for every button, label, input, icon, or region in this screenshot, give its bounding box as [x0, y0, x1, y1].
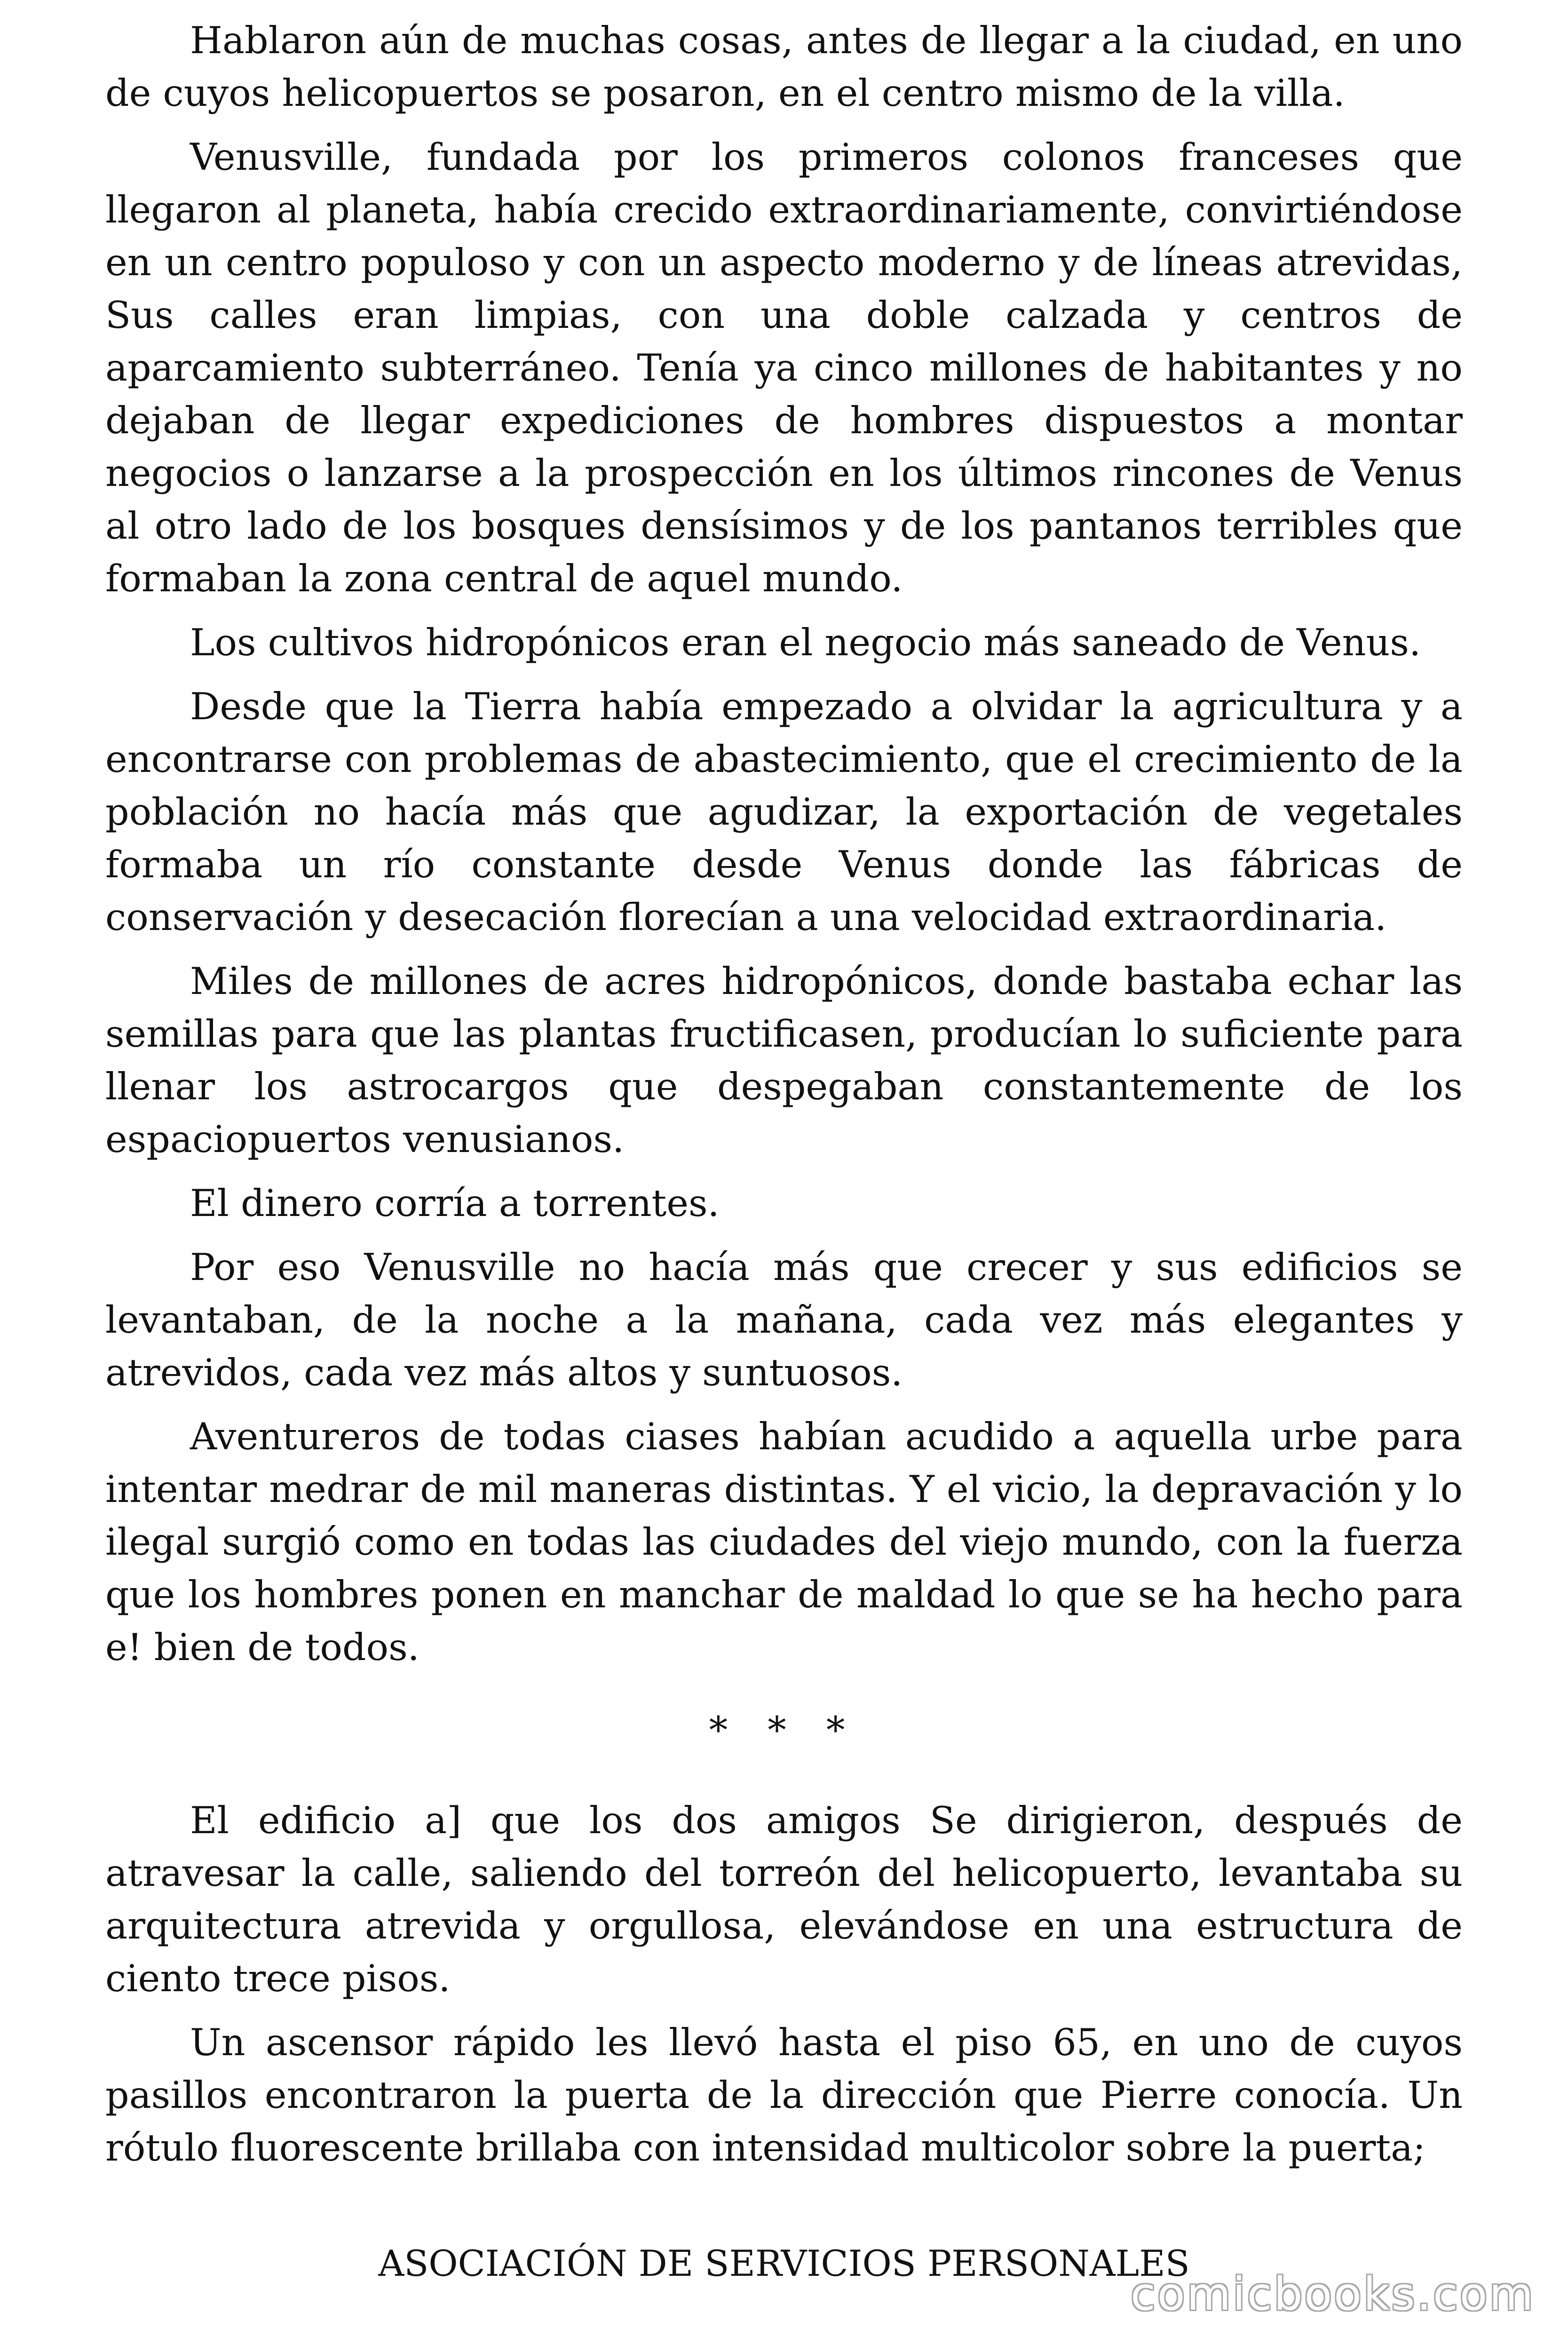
paragraph: El edificio a] que los dos amigos Se dirigieron, después de atravesar la calle, saliendo del torreón del helicopuerto, levantaba su arquitectura atrevida y orgullosa, elevándose en una estructura de ciento trece pisos.: [105, 1799, 1463, 2000]
section-separator: * * *: [709, 1708, 859, 1752]
paragraph: Venusville, fundada por los primeros colonos franceses que llegaron al planeta, había crecido extraordinariamente, convirtiéndose en un centro populoso y con un aspecto moderno y de líneas atrevidas, Sus calles eran limpias, con una doble calzada y centros de aparcamiento subterráneo. Tenía ya cinco millones de habitantes y no dejaban de llegar expediciones de hombres dispuestos a montar negocios o lanzarse a la prospección en los últimos rincones de Venus al otro lado de los bosques densísimos y de los pantanos terribles que formaban la zona central de aquel mundo.: [105, 135, 1463, 600]
text-section-bottom: [105, 1794, 1463, 2185]
paragraph: Por eso Venusville no hacía más que crecer y sus edificios se levantaban, de la noche a la mañana, cada vez más elegantes y atrevidos, cada vez más altos y suntuosos.: [105, 1246, 1463, 1394]
paragraph: Desde que la Tierra había empezado a olvidar la agricultura y a encontrarse con problemas de abastecimiento, que el crecimiento de la población no hacía más que agudizar, la exportación de vegetales formaba un río constante desde Venus donde las fábricas de conservación y desecación florecían a una velocidad extraordinaria.: [105, 685, 1463, 939]
watermark: comicbooks.com: [1130, 2268, 1535, 2320]
paragraph: Los cultivos hidropónicos eran el negocio más saneado de Venus.: [190, 621, 1421, 664]
paragraph: Aventureros de todas ciases habían acudido a aquella urbe para intentar medrar de mil maneras distintas. Y el vicio, la depravación y lo ilegal surgió como en todas las ciudades del viejo mundo, con la fuerza que los hombres ponen en manchar de maldad lo que se ha hecho para e! bien de todos.: [105, 1415, 1463, 1669]
paragraph: Hablaron aún de muchas cosas, antes de llegar a la ciudad, en uno de cuyos helicopuertos se posaron, en el centro mismo de la villa.: [105, 19, 1463, 115]
sign-heading: ASOCIACIÓN DE SERVICIOS PERSONALES: [378, 2242, 1190, 2284]
paragraph: El dinero corría a torrentes.: [190, 1182, 720, 1225]
text-section-top: [105, 14, 1463, 1685]
paragraph: Miles de millones de acres hidropónicos, donde bastaba echar las semillas para que las plantas fructificasen, producían lo suficiente para llenar los astrocargos que despegaban constantemente de los espaciopuertos venusianos.: [105, 960, 1463, 1161]
paragraph: Un ascensor rápido les llevó hasta el piso 65, en uno de cuyos pasillos encontraron la puerta de la dirección que Pierre conocía. Un rótulo fluorescente brillaba con intensidad multicolor sobre la puerta;: [105, 2021, 1463, 2169]
